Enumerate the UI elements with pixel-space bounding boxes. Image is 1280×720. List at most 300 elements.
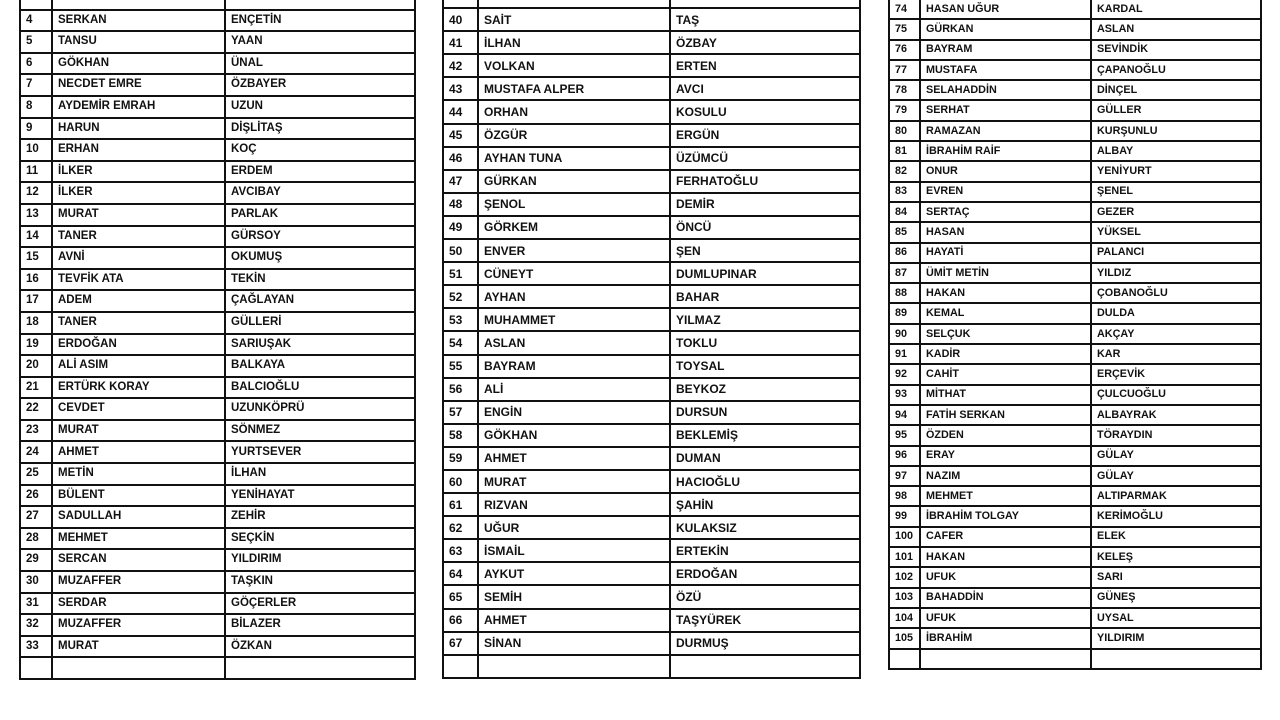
- first-name-cell: AVNİ: [52, 247, 225, 269]
- table-row: [443, 100, 860, 123]
- first-name-cell: GÜRKAN: [920, 19, 1091, 39]
- table-row: [20, 31, 415, 53]
- row-number: 5: [20, 31, 52, 53]
- row-number: 43: [443, 77, 478, 100]
- last-name-cell: GÜRSOY: [225, 226, 415, 248]
- last-name-cell: TOYSAL: [670, 355, 860, 378]
- last-name-cell: ERTEKİN: [670, 539, 860, 562]
- table-row: [20, 269, 415, 291]
- row-number: 47: [443, 170, 478, 193]
- row-number: 95: [889, 425, 920, 445]
- first-name-cell: AYKUT: [478, 562, 670, 585]
- table-row: [20, 334, 415, 356]
- row-number: 45: [443, 124, 478, 147]
- row-number: 81: [889, 141, 920, 161]
- first-name-cell: AHMET: [478, 609, 670, 632]
- first-name-cell: UĞUR: [478, 516, 670, 539]
- row-number: 18: [20, 312, 52, 334]
- first-name-cell: MURAT: [52, 204, 225, 226]
- first-name-cell: HARUN: [52, 118, 225, 140]
- last-name-cell: GÜLAY: [1091, 466, 1261, 486]
- first-name-cell: METİN: [52, 463, 225, 485]
- table-row: [443, 655, 860, 678]
- last-name-cell: ÖNCÜ: [670, 216, 860, 239]
- first-name-cell: ALİ ASIM: [52, 355, 225, 377]
- table-row: [20, 528, 415, 550]
- first-name-cell: TANSU: [52, 31, 225, 53]
- table-row: [20, 182, 415, 204]
- row-number: 15: [20, 247, 52, 269]
- first-name-cell: SELÇUK: [920, 324, 1091, 344]
- table-row: [443, 124, 860, 147]
- row-number: [443, 0, 478, 8]
- last-name-cell: BİLAZER: [225, 614, 415, 636]
- row-number: 84: [889, 202, 920, 222]
- table-row: [889, 182, 1261, 202]
- row-number: 33: [20, 636, 52, 658]
- first-name-cell: [478, 0, 670, 8]
- first-name-cell: MURAT: [52, 636, 225, 658]
- table-row: [443, 239, 860, 262]
- row-number: 42: [443, 54, 478, 77]
- first-name-cell: HASAN UĞUR: [920, 0, 1091, 19]
- last-name-cell: SEÇKİN: [225, 528, 415, 550]
- table-row: [20, 636, 415, 658]
- last-name-cell: FERHATOĞLU: [670, 170, 860, 193]
- last-name-cell: PARLAK: [225, 204, 415, 226]
- row-number: 105: [889, 628, 920, 648]
- table-row: [20, 571, 415, 593]
- last-name-cell: YURTSEVER: [225, 441, 415, 463]
- last-name-cell: ALBAY: [1091, 141, 1261, 161]
- first-name-cell: SELAHADDİN: [920, 80, 1091, 100]
- row-number: 78: [889, 80, 920, 100]
- row-number: 102: [889, 567, 920, 587]
- row-number: [443, 655, 478, 678]
- last-name-cell: YILDIRIM: [1091, 628, 1261, 648]
- name-table-middle: [442, 0, 861, 679]
- row-number: 41: [443, 31, 478, 54]
- row-number: 64: [443, 562, 478, 585]
- table-row: [889, 80, 1261, 100]
- first-name-cell: AYHAN TUNA: [478, 147, 670, 170]
- row-number: 85: [889, 222, 920, 242]
- last-name-cell: BEKLEMİŞ: [670, 424, 860, 447]
- row-number: 60: [443, 470, 478, 493]
- table-row: [889, 0, 1261, 19]
- table-row: [443, 355, 860, 378]
- row-number: 89: [889, 303, 920, 323]
- table-row: [443, 262, 860, 285]
- row-number: 53: [443, 308, 478, 331]
- row-number: 94: [889, 405, 920, 425]
- first-name-cell: GÖKHAN: [52, 53, 225, 75]
- table-row: [443, 401, 860, 424]
- first-name-cell: SADULLAH: [52, 506, 225, 528]
- row-number: 59: [443, 447, 478, 470]
- row-number: 90: [889, 324, 920, 344]
- first-name-cell: RAMAZAN: [920, 121, 1091, 141]
- row-number: 50: [443, 239, 478, 262]
- last-name-cell: ELEK: [1091, 527, 1261, 547]
- row-number: 67: [443, 632, 478, 655]
- first-name-cell: UFUK: [920, 608, 1091, 628]
- row-number: [889, 649, 920, 669]
- table-row: [20, 74, 415, 96]
- table-row: [443, 54, 860, 77]
- row-number: 75: [889, 19, 920, 39]
- table-row: [20, 312, 415, 334]
- row-number: 65: [443, 585, 478, 608]
- row-number: 54: [443, 331, 478, 354]
- first-name-cell: TEVFİK ATA: [52, 269, 225, 291]
- table-row: [443, 170, 860, 193]
- last-name-cell: DURMUŞ: [670, 632, 860, 655]
- last-name-cell: GÜLLER: [1091, 100, 1261, 120]
- last-name-cell: ERGÜN: [670, 124, 860, 147]
- table-row: [443, 562, 860, 585]
- table-row: [443, 609, 860, 632]
- last-name-cell: TAŞYÜREK: [670, 609, 860, 632]
- first-name-cell: SERDAR: [52, 593, 225, 615]
- last-name-cell: İLHAN: [225, 463, 415, 485]
- table-row: [20, 118, 415, 140]
- table-row: [889, 649, 1261, 669]
- row-number: 48: [443, 193, 478, 216]
- first-name-cell: MEHMET: [920, 486, 1091, 506]
- table-row: [20, 420, 415, 442]
- row-number: 76: [889, 40, 920, 60]
- last-name-cell: [225, 0, 415, 10]
- last-name-cell: [1091, 649, 1261, 669]
- first-name-cell: MUHAMMET: [478, 308, 670, 331]
- last-name-cell: SARI: [1091, 567, 1261, 587]
- first-name-cell: HAYATİ: [920, 243, 1091, 263]
- table-row: [20, 377, 415, 399]
- last-name-cell: KAR: [1091, 344, 1261, 364]
- last-name-cell: KELEŞ: [1091, 547, 1261, 567]
- row-number: 32: [20, 614, 52, 636]
- table-row: [20, 0, 415, 10]
- last-name-cell: UZUNKÖPRÜ: [225, 398, 415, 420]
- table-row: [443, 447, 860, 470]
- first-name-cell: İLKER: [52, 182, 225, 204]
- last-name-cell: BALCIOĞLU: [225, 377, 415, 399]
- first-name-cell: MURAT: [478, 470, 670, 493]
- first-name-cell: [478, 655, 670, 678]
- last-name-cell: ASLAN: [1091, 19, 1261, 39]
- table-row: [443, 216, 860, 239]
- table-row: [889, 588, 1261, 608]
- first-name-cell: MUZAFFER: [52, 614, 225, 636]
- row-number: 25: [20, 463, 52, 485]
- table-row: [889, 527, 1261, 547]
- first-name-cell: ALİ: [478, 378, 670, 401]
- row-number: 88: [889, 283, 920, 303]
- table-row: [443, 516, 860, 539]
- first-name-cell: HAKAN: [920, 283, 1091, 303]
- first-name-cell: CEVDET: [52, 398, 225, 420]
- row-number: 40: [443, 8, 478, 31]
- first-name-cell: ERTÜRK KORAY: [52, 377, 225, 399]
- last-name-cell: YILMAZ: [670, 308, 860, 331]
- table-row: [889, 446, 1261, 466]
- table-row: [889, 60, 1261, 80]
- table-row: [20, 53, 415, 75]
- row-number: 49: [443, 216, 478, 239]
- last-name-cell: BALKAYA: [225, 355, 415, 377]
- first-name-cell: ADEM: [52, 290, 225, 312]
- table-row: [20, 441, 415, 463]
- first-name-cell: ERAY: [920, 446, 1091, 466]
- row-number: 104: [889, 608, 920, 628]
- row-number: 24: [20, 441, 52, 463]
- last-name-cell: ÇAĞLAYAN: [225, 290, 415, 312]
- row-number: 56: [443, 378, 478, 401]
- first-name-cell: [920, 649, 1091, 669]
- first-name-cell: İLKER: [52, 161, 225, 183]
- table-row: [443, 8, 860, 31]
- last-name-cell: KURŞUNLU: [1091, 121, 1261, 141]
- table-row: [889, 40, 1261, 60]
- table-row: [443, 147, 860, 170]
- row-number: 10: [20, 139, 52, 161]
- table-row: [20, 96, 415, 118]
- last-name-cell: ÖZBAY: [670, 31, 860, 54]
- row-number: 93: [889, 385, 920, 405]
- table-row: [889, 385, 1261, 405]
- first-name-cell: ERHAN: [52, 139, 225, 161]
- row-number: 9: [20, 118, 52, 140]
- name-table-right: [888, 0, 1262, 670]
- row-number: 77: [889, 60, 920, 80]
- last-name-cell: ERÇEVİK: [1091, 364, 1261, 384]
- first-name-cell: ASLAN: [478, 331, 670, 354]
- table-row: [889, 567, 1261, 587]
- row-number: 101: [889, 547, 920, 567]
- first-name-cell: AHMET: [52, 441, 225, 463]
- last-name-cell: SARIUŞAK: [225, 334, 415, 356]
- first-name-cell: BAYRAM: [478, 355, 670, 378]
- row-number: 20: [20, 355, 52, 377]
- last-name-cell: PALANCI: [1091, 243, 1261, 263]
- first-name-cell: BAYRAM: [920, 40, 1091, 60]
- first-name-cell: ORHAN: [478, 100, 670, 123]
- first-name-cell: AYDEMİR EMRAH: [52, 96, 225, 118]
- row-number: 31: [20, 593, 52, 615]
- table-row: [889, 405, 1261, 425]
- row-number: 17: [20, 290, 52, 312]
- last-name-cell: KOÇ: [225, 139, 415, 161]
- table-row: [20, 10, 415, 32]
- row-number: 86: [889, 243, 920, 263]
- last-name-cell: YENİHAYAT: [225, 485, 415, 507]
- row-number: 7: [20, 74, 52, 96]
- last-name-cell: YAAN: [225, 31, 415, 53]
- first-name-cell: SERTAÇ: [920, 202, 1091, 222]
- last-name-cell: ÜNAL: [225, 53, 415, 75]
- table-row: [889, 547, 1261, 567]
- row-number: 61: [443, 493, 478, 516]
- first-name-cell: [52, 0, 225, 10]
- first-name-cell: ŞENOL: [478, 193, 670, 216]
- last-name-cell: GÜLAY: [1091, 446, 1261, 466]
- last-name-cell: ÖZKAN: [225, 636, 415, 658]
- last-name-cell: YÜKSEL: [1091, 222, 1261, 242]
- first-name-cell: BAHADDİN: [920, 588, 1091, 608]
- row-number: 21: [20, 377, 52, 399]
- row-number: 100: [889, 527, 920, 547]
- last-name-cell: DİNÇEL: [1091, 80, 1261, 100]
- first-name-cell: [52, 657, 225, 679]
- row-number: 62: [443, 516, 478, 539]
- table-row: [443, 193, 860, 216]
- last-name-cell: AVCI: [670, 77, 860, 100]
- table-row: [20, 247, 415, 269]
- last-name-cell: ÇOBANOĞLU: [1091, 283, 1261, 303]
- first-name-cell: İSMAİL: [478, 539, 670, 562]
- first-name-cell: ÖZDEN: [920, 425, 1091, 445]
- table-row: [443, 331, 860, 354]
- last-name-cell: ALTIPARMAK: [1091, 486, 1261, 506]
- first-name-cell: KEMAL: [920, 303, 1091, 323]
- row-number: 19: [20, 334, 52, 356]
- last-name-cell: YILDIRIM: [225, 549, 415, 571]
- first-name-cell: UFUK: [920, 567, 1091, 587]
- row-number: 63: [443, 539, 478, 562]
- last-name-cell: GÜNEŞ: [1091, 588, 1261, 608]
- table-row: [889, 466, 1261, 486]
- first-name-cell: MİTHAT: [920, 385, 1091, 405]
- table-row: [20, 226, 415, 248]
- last-name-cell: [670, 0, 860, 8]
- first-name-cell: GÖRKEM: [478, 216, 670, 239]
- first-name-cell: İBRAHİM RAİF: [920, 141, 1091, 161]
- table-row: [889, 222, 1261, 242]
- row-number: 8: [20, 96, 52, 118]
- first-name-cell: MURAT: [52, 420, 225, 442]
- row-number: 80: [889, 121, 920, 141]
- last-name-cell: SÖNMEZ: [225, 420, 415, 442]
- last-name-cell: BAHAR: [670, 285, 860, 308]
- row-number: 52: [443, 285, 478, 308]
- last-name-cell: TEKİN: [225, 269, 415, 291]
- last-name-cell: DEMİR: [670, 193, 860, 216]
- first-name-cell: MUZAFFER: [52, 571, 225, 593]
- first-name-cell: VOLKAN: [478, 54, 670, 77]
- table-row: [20, 614, 415, 636]
- last-name-cell: GEZER: [1091, 202, 1261, 222]
- row-number: 87: [889, 263, 920, 283]
- last-name-cell: TÖRAYDIN: [1091, 425, 1261, 445]
- row-number: 66: [443, 609, 478, 632]
- row-number: 74: [889, 0, 920, 19]
- first-name-cell: SERCAN: [52, 549, 225, 571]
- last-name-cell: YILDIZ: [1091, 263, 1261, 283]
- table-row: [443, 0, 860, 8]
- table-row: [20, 290, 415, 312]
- last-name-cell: GÜLLERİ: [225, 312, 415, 334]
- last-name-cell: TAŞKIN: [225, 571, 415, 593]
- table-row: [443, 77, 860, 100]
- row-number: 16: [20, 269, 52, 291]
- last-name-cell: TOKLU: [670, 331, 860, 354]
- table-row: [889, 506, 1261, 526]
- table-row: [889, 283, 1261, 303]
- last-name-cell: DURSUN: [670, 401, 860, 424]
- row-number: 12: [20, 182, 52, 204]
- table-row: [443, 539, 860, 562]
- first-name-cell: AHMET: [478, 447, 670, 470]
- row-number: 27: [20, 506, 52, 528]
- table-row: [889, 628, 1261, 648]
- last-name-cell: ZEHİR: [225, 506, 415, 528]
- first-name-cell: SEMİH: [478, 585, 670, 608]
- first-name-cell: SERHAT: [920, 100, 1091, 120]
- row-number: 28: [20, 528, 52, 550]
- last-name-cell: KOSULU: [670, 100, 860, 123]
- last-name-cell: HACIOĞLU: [670, 470, 860, 493]
- first-name-cell: ONUR: [920, 161, 1091, 181]
- table-row: [443, 632, 860, 655]
- table-row: [889, 263, 1261, 283]
- last-name-cell: KERİMOĞLU: [1091, 506, 1261, 526]
- row-number: 97: [889, 466, 920, 486]
- first-name-cell: MEHMET: [52, 528, 225, 550]
- table-row: [443, 585, 860, 608]
- last-name-cell: ENÇETİN: [225, 10, 415, 32]
- last-name-cell: ŞEN: [670, 239, 860, 262]
- first-name-cell: HAKAN: [920, 547, 1091, 567]
- last-name-cell: UZUN: [225, 96, 415, 118]
- first-name-cell: SAİT: [478, 8, 670, 31]
- table-row: [889, 486, 1261, 506]
- last-name-cell: ERDOĞAN: [670, 562, 860, 585]
- first-name-cell: BÜLENT: [52, 485, 225, 507]
- table-row: [20, 506, 415, 528]
- row-number: 82: [889, 161, 920, 181]
- row-number: [20, 657, 52, 679]
- table-row: [20, 161, 415, 183]
- row-number: 4: [20, 10, 52, 32]
- table-row: [889, 141, 1261, 161]
- table-row: [889, 100, 1261, 120]
- table-row: [889, 121, 1261, 141]
- table-row: [443, 285, 860, 308]
- table-row: [889, 364, 1261, 384]
- first-name-cell: SİNAN: [478, 632, 670, 655]
- table-row: [20, 593, 415, 615]
- first-name-cell: ENVER: [478, 239, 670, 262]
- row-number: 79: [889, 100, 920, 120]
- first-name-cell: CAHİT: [920, 364, 1091, 384]
- first-name-cell: CAFER: [920, 527, 1091, 547]
- row-number: 22: [20, 398, 52, 420]
- last-name-cell: [225, 657, 415, 679]
- table-row: [20, 398, 415, 420]
- last-name-cell: KARDAL: [1091, 0, 1261, 19]
- last-name-cell: DUMLUPINAR: [670, 262, 860, 285]
- last-name-cell: UYSAL: [1091, 608, 1261, 628]
- last-name-cell: ŞAHİN: [670, 493, 860, 516]
- last-name-cell: ÖZÜ: [670, 585, 860, 608]
- table-row: [443, 424, 860, 447]
- first-name-cell: NECDET EMRE: [52, 74, 225, 96]
- first-name-cell: MUSTAFA ALPER: [478, 77, 670, 100]
- row-number: 11: [20, 161, 52, 183]
- row-number: 29: [20, 549, 52, 571]
- row-number: 103: [889, 588, 920, 608]
